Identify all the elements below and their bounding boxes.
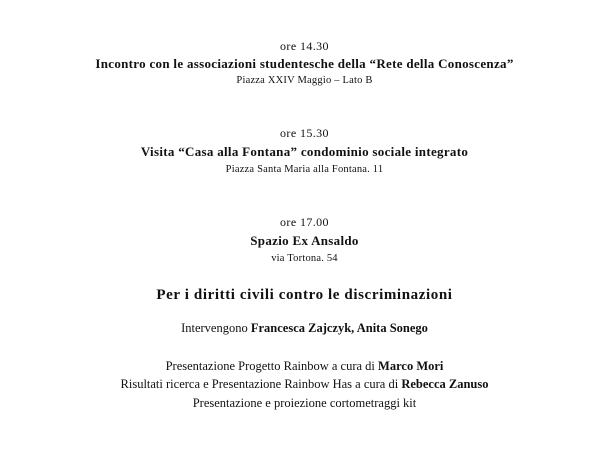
program-item-person: Rebecca Zanuso <box>401 377 489 391</box>
event-3-place: via Tortona. 54 <box>271 253 338 264</box>
event-1-time: ore 14.30 <box>280 39 329 53</box>
program-item-person: Marco Mori <box>378 359 444 373</box>
program-item-text: Presentazione Progetto Rainbow a cura di <box>165 359 375 373</box>
event-2-place: Piazza Santa Maria alla Fontana. 11 <box>225 164 384 175</box>
program-item-2 <box>0 378 609 391</box>
event-2-title: Visita “Casa alla Fontana” condominio sociale integrato <box>140 144 469 159</box>
event-1-title: Incontro con le associazioni studentesche della “Rete della Conoscenza” <box>95 56 514 71</box>
event-3-title: Spazio Ex Ansaldo <box>250 233 359 248</box>
program-item-text: Risultati ricerca e Presentazione Rainbow Has a cura di <box>120 377 399 391</box>
program-item-1 <box>0 360 609 373</box>
event-2-time: ore 15.30 <box>280 126 329 140</box>
event-3-time: ore 17.00 <box>280 215 329 229</box>
session-heading: Per i diritti civili contro le discriminazioni <box>156 287 453 303</box>
program-item-text: Presentazione e proiezione cortometraggi kit <box>192 396 417 410</box>
session-speakers <box>0 322 609 335</box>
event-1-place: Piazza XXIV Maggio – Lato B <box>236 75 373 86</box>
program-item-3 <box>0 397 609 410</box>
speakers-names: Francesca Zajczyk, Anita Sonego <box>250 321 428 335</box>
speakers-prefix: Intervengono <box>181 321 248 335</box>
